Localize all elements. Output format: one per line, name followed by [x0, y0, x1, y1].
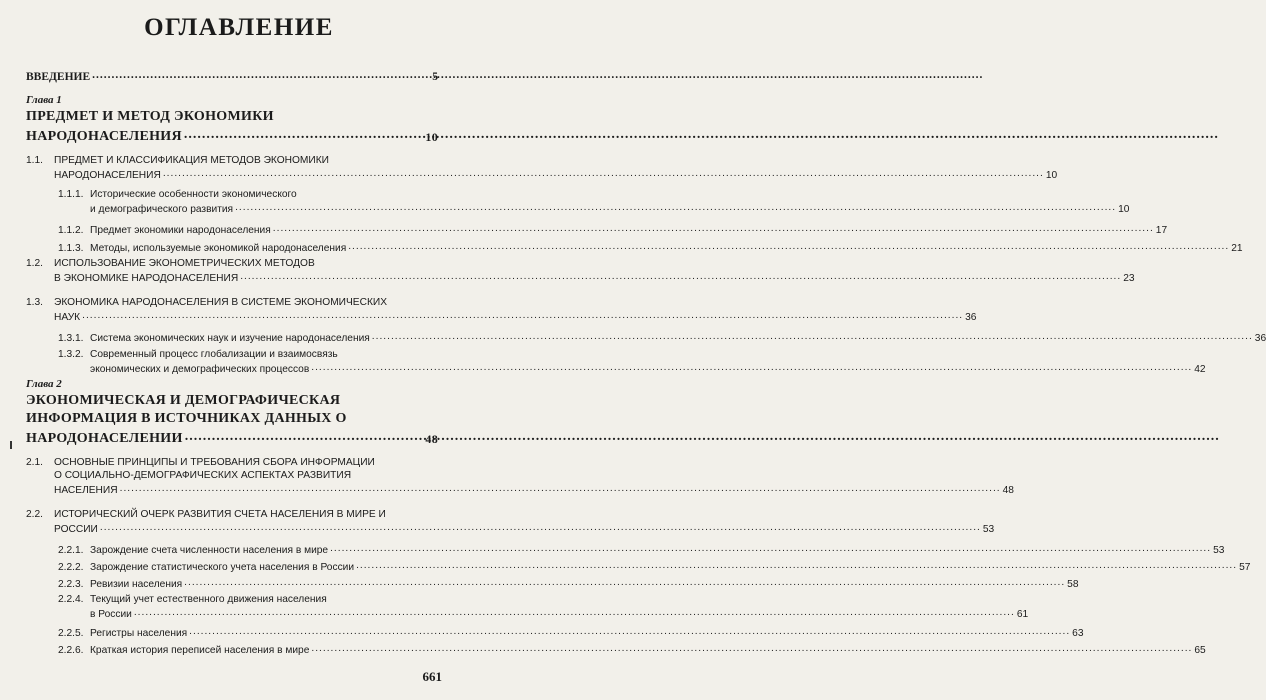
- section-number: 1.1.2.: [58, 225, 84, 236]
- section-text-line1: Зарождение статистического учета населения в России: [90, 562, 355, 573]
- section-text-line1: Регистры населения: [90, 628, 188, 639]
- section-text-line2: и демографического развития: [90, 204, 234, 215]
- entry-page: 10: [1045, 170, 1058, 181]
- chapter-2-label: Глава 2: [26, 378, 62, 390]
- chapter-2-title-line2: ИНФОРМАЦИЯ В ИСТОЧНИКАХ ДАННЫХ О: [26, 411, 347, 426]
- chapter-2-title-line1: ЭКОНОМИЧЕСКАЯ И ДЕМОГРАФИЧЕСКАЯ: [26, 393, 341, 408]
- section-text-line1: ПРЕДМЕТ И КЛАССИФИКАЦИЯ МЕТОДОВ ЭКОНОМИКИ: [54, 155, 329, 166]
- section-number: 2.2.2.: [58, 562, 84, 573]
- section-number: 1.2.: [26, 258, 43, 269]
- section-number: 2.1.: [26, 457, 43, 468]
- leader-dots: [100, 521, 981, 534]
- section-number: 1.3.1.: [58, 333, 84, 344]
- leader-dots: [184, 576, 1065, 589]
- entry-page: 36: [1254, 333, 1266, 344]
- section-text-line2: НАУК: [54, 312, 81, 323]
- toc-subsection-2-2-2[interactable]: [58, 559, 1251, 574]
- leader-dots: [189, 625, 1070, 638]
- section-text-line3: НАСЕЛЕНИЯ: [54, 485, 118, 496]
- entry-page: 58: [1067, 579, 1079, 590]
- entry-page: 10: [1118, 204, 1130, 215]
- leader-dots: [311, 642, 1192, 655]
- leader-dots: [372, 330, 1253, 343]
- entry-page: 63: [1072, 628, 1084, 639]
- leader-dots: [235, 201, 1116, 214]
- entry-page: 65: [1194, 645, 1206, 656]
- section-text-line1: ОСНОВНЫЕ ПРИНЦИПЫ И ТРЕБОВАНИЯ СБОРА ИНФОРМАЦИИ: [54, 457, 375, 468]
- toc-chapter-2[interactable]: [26, 392, 438, 448]
- toc-subsection-1-3-2[interactable]: [58, 348, 1206, 376]
- leader-dots: [120, 482, 1001, 495]
- section-text-line1: Краткая история переписей населения в мире: [90, 645, 310, 656]
- section-text-line1: ИСТОРИЧЕСКИЙ ОЧЕРК РАЗВИТИЯ СЧЕТА НАСЕЛЕНИЯ В МИРЕ И: [54, 509, 386, 520]
- leader-dots: [348, 240, 1229, 253]
- entry-page: 57: [1239, 562, 1251, 573]
- toc-subsection-2-2-1[interactable]: [58, 542, 1225, 557]
- chapter-1-label: Глава 1: [26, 94, 62, 106]
- entry-page: 21: [1231, 243, 1243, 254]
- leader-dots: [330, 542, 1211, 555]
- entry-page: 10: [425, 130, 438, 144]
- leader-dots: [134, 606, 1015, 619]
- leader-dots: [92, 69, 430, 81]
- chapter-2-title-line3: НАРОДОНАСЕЛЕНИИ: [26, 431, 183, 446]
- entry-page: 48: [425, 432, 438, 446]
- section-number: 2.2.: [26, 509, 43, 520]
- section-text-line2: О СОЦИАЛЬНО-ДЕМОГРАФИЧЕСКИХ АСПЕКТАХ РАЗВИТИЯ: [54, 470, 352, 481]
- entry-page: 42: [1194, 364, 1206, 375]
- section-number: 2.2.1.: [58, 545, 84, 556]
- toc-section-2-2[interactable]: [26, 508, 995, 536]
- section-text-line1: Зарождение счета численности населения в мире: [90, 545, 329, 556]
- leader-dots: [240, 270, 1121, 283]
- entry-text: ВВЕДЕНИЕ: [26, 71, 91, 83]
- entry-page: 53: [1213, 545, 1225, 556]
- section-number: 1.3.2.: [58, 349, 84, 360]
- toc-chapter-1[interactable]: [26, 108, 438, 146]
- chapter-1-title-line1: ПРЕДМЕТ И МЕТОД ЭКОНОМИКИ: [26, 109, 274, 124]
- section-text-line2: РОССИИ: [54, 524, 98, 535]
- toc-subsection-1-1-2[interactable]: [58, 222, 1168, 237]
- entry-page: 61: [1016, 609, 1029, 620]
- page-number: 661: [422, 669, 442, 684]
- toc-subsection-2-2-4[interactable]: [58, 593, 1029, 621]
- leader-dots: [185, 428, 424, 446]
- entry-page: 48: [1002, 485, 1014, 496]
- toc-subsection-2-2-6[interactable]: [58, 642, 1206, 657]
- leader-dots: [273, 222, 1154, 235]
- section-text-line1: Текущий учет естественного движения населения: [90, 594, 327, 605]
- section-number: 2.2.4.: [58, 594, 84, 605]
- toc-subsection-1-3-1[interactable]: [58, 330, 1266, 345]
- section-text-line2: В ЭКОНОМИКЕ НАРОДОНАСЕЛЕНИЯ: [54, 273, 239, 284]
- section-number: 2.2.3.: [58, 579, 84, 590]
- section-text-line1: Система экономических наук и изучение народонаселения: [90, 333, 370, 344]
- entry-page: 23: [1123, 273, 1135, 284]
- section-number: 1.1.3.: [58, 243, 84, 254]
- section-text-line2: в России: [90, 609, 132, 620]
- leader-dots: [311, 361, 1192, 374]
- section-text-line1: Современный процесс глобализации и взаимосвязь: [90, 349, 338, 360]
- leader-dots: [82, 309, 963, 322]
- section-number: 1.1.1.: [58, 189, 84, 200]
- section-text-line1: ИСПОЛЬЗОВАНИЕ ЭКОНОМЕТРИЧЕСКИХ МЕТОДОВ: [54, 258, 315, 269]
- toc-subsection-1-1-3[interactable]: [58, 240, 1243, 255]
- section-text-line2: НАРОДОНАСЕЛЕНИЯ: [54, 170, 161, 181]
- section-text-line1: Ревизии населения: [90, 579, 183, 590]
- entry-page: 5: [432, 71, 438, 83]
- toc-section-1-3[interactable]: [26, 296, 977, 324]
- leader-dots: [184, 126, 423, 144]
- entry-page: 17: [1155, 225, 1168, 236]
- margin-mark: [10, 441, 12, 449]
- entry-page: 36: [965, 312, 977, 323]
- toc-subsection-1-1-1[interactable]: [58, 188, 1130, 216]
- toc-entry-intro[interactable]: [26, 69, 438, 83]
- section-number: 2.2.5.: [58, 628, 84, 639]
- chapter-1-title-line2: НАРОДОНАСЕЛЕНИЯ: [26, 129, 182, 144]
- section-text-line2: экономических и демографических процессов: [90, 364, 310, 375]
- section-text-line1: Исторические особенности экономического: [90, 189, 297, 200]
- toc-section-1-1[interactable]: [26, 154, 1058, 182]
- section-text-line1: ЭКОНОМИКА НАРОДОНАСЕЛЕНИЯ В СИСТЕМЕ ЭКОНОМИЧЕСКИХ: [54, 297, 387, 308]
- section-text-line1: Предмет экономики народонаселения: [90, 225, 271, 236]
- section-number: 1.3.: [26, 297, 43, 308]
- entry-page: 53: [982, 524, 995, 535]
- section-text-line1: Методы, используемые экономикой народонаселения: [90, 243, 347, 254]
- toc-subsection-2-2-3[interactable]: [58, 576, 1079, 591]
- toc-subsection-2-2-5[interactable]: [58, 625, 1084, 640]
- toc-section-2-1[interactable]: [26, 456, 1014, 497]
- toc-section-1-2[interactable]: [26, 257, 1135, 285]
- page-title: ОГЛАВЛЕНИЕ: [144, 14, 334, 41]
- leader-dots: [356, 559, 1237, 572]
- leader-dots: [163, 167, 1044, 180]
- section-number: 1.1.: [26, 155, 43, 166]
- section-number: 2.2.6.: [58, 645, 84, 656]
